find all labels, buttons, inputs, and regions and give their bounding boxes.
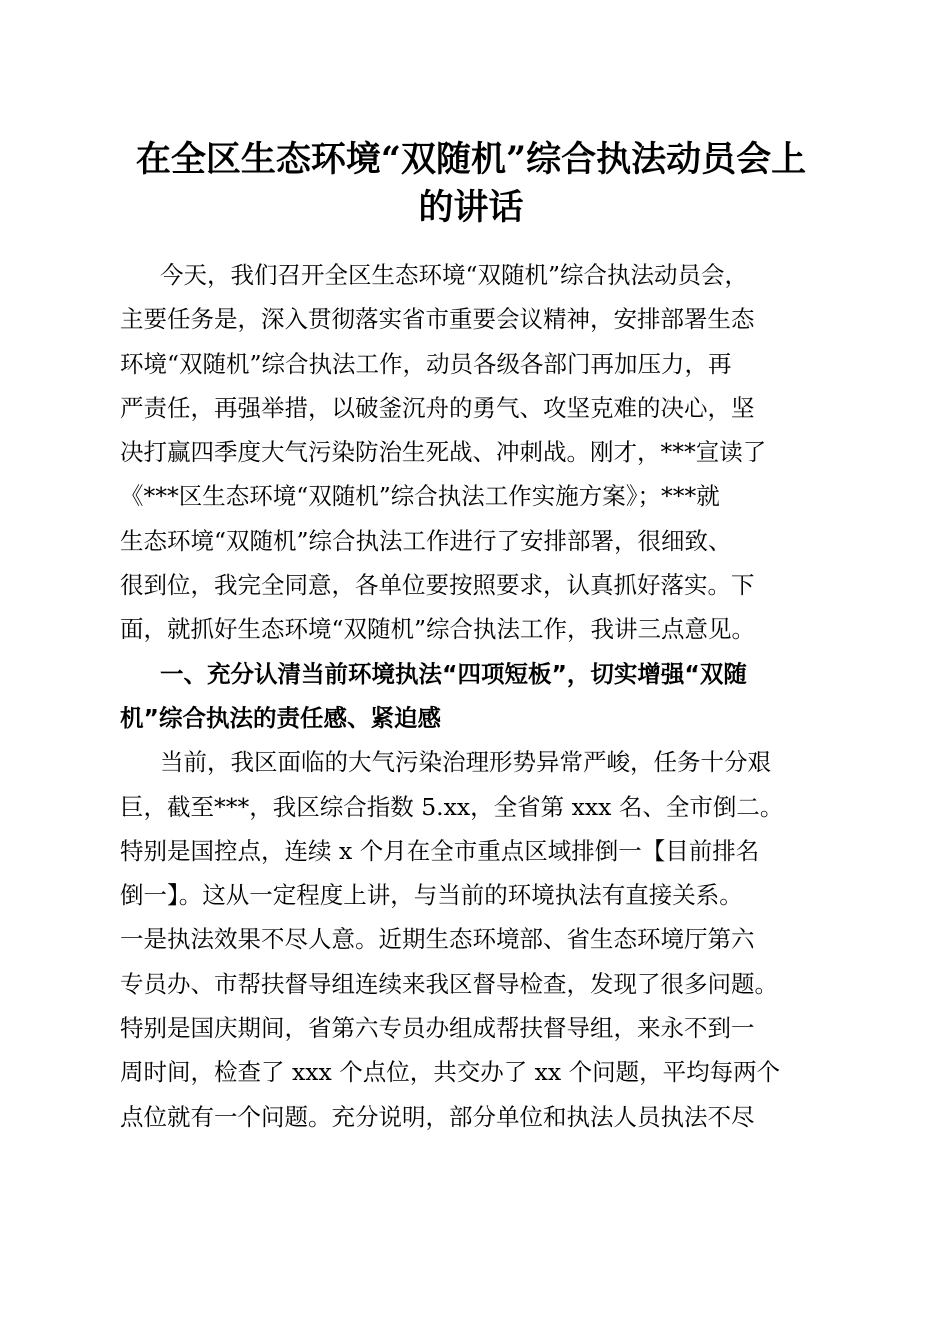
document-body: [120, 253, 830, 1139]
text-line: 点位就有一个问题。充分说明，部分单位和执法人员执法不尽: [120, 1102, 755, 1131]
text-line: 巨，截至***，我区综合指数 5.xx，全省第 xxx 名、全市倒二。: [120, 792, 784, 821]
section-heading-1: [120, 652, 830, 741]
paragraph-section-1: [120, 740, 830, 1139]
text-line: 当前，我区面临的大气污染治理形势异常严峻，任务十分艰: [160, 748, 771, 777]
text-line: 决打赢四季度大气污染防治生死战、冲刺战。刚才，***宣读了: [120, 438, 767, 467]
text-line: 特别是国控点，连续 x 个月在全市重点区域排倒一【目前排名: [120, 836, 760, 865]
title-line: 在全区生态环境“双随机”综合执法动员会上: [135, 139, 807, 180]
text-line: 严责任，再强举措，以破釜沉舟的勇气、攻坚克难的决心，坚: [120, 393, 755, 422]
paragraph-opening: [120, 253, 830, 652]
text-line: 很到位，我完全同意，各单位要按照要求，认真抓好落实。下: [120, 571, 755, 600]
text-line: 专员办、市帮扶督导组连续来我区督导检查，发现了很多问题。: [120, 969, 778, 998]
text-line: 倒一】。这从一定程度上讲，与当前的环境执法有直接关系。: [120, 881, 743, 910]
text-line: 环境“双随机”综合执法工作，动员各级各部门再加压力，再: [120, 349, 732, 378]
document-title: [100, 136, 842, 232]
heading-line: 机”综合执法的责任感、紧迫感: [120, 703, 441, 732]
text-line: 周时间，检查了 xxx 个点位，共交办了 xx 个问题，平均每两个: [120, 1058, 781, 1087]
text-line: 生态环境“双随机”综合执法工作进行了安排部署，很细致、: [120, 526, 732, 555]
text-line: 今天，我们召开全区生态环境“双随机”综合执法动员会，: [160, 261, 749, 289]
text-line: 《***区生态环境“双随机”综合执法工作实施方案》；***就: [120, 482, 720, 511]
text-line: 一是执法效果不尽人意。近期生态环境部、省生态环境厅第六: [120, 925, 755, 954]
text-line: 特别是国庆期间，省第六专员办组成帮扶督导组，来永不到一: [120, 1014, 755, 1043]
title-line: 的讲话: [418, 187, 524, 228]
heading-line: 一、充分认清当前环境执法“四项短板”，切实增强“双随: [160, 659, 747, 688]
text-line: 面，就抓好生态环境“双随机”综合执法工作，我讲三点意见。: [120, 615, 756, 644]
text-line: 主要任务是，深入贯彻落实省市重要会议精神，安排部署生态: [120, 305, 755, 334]
